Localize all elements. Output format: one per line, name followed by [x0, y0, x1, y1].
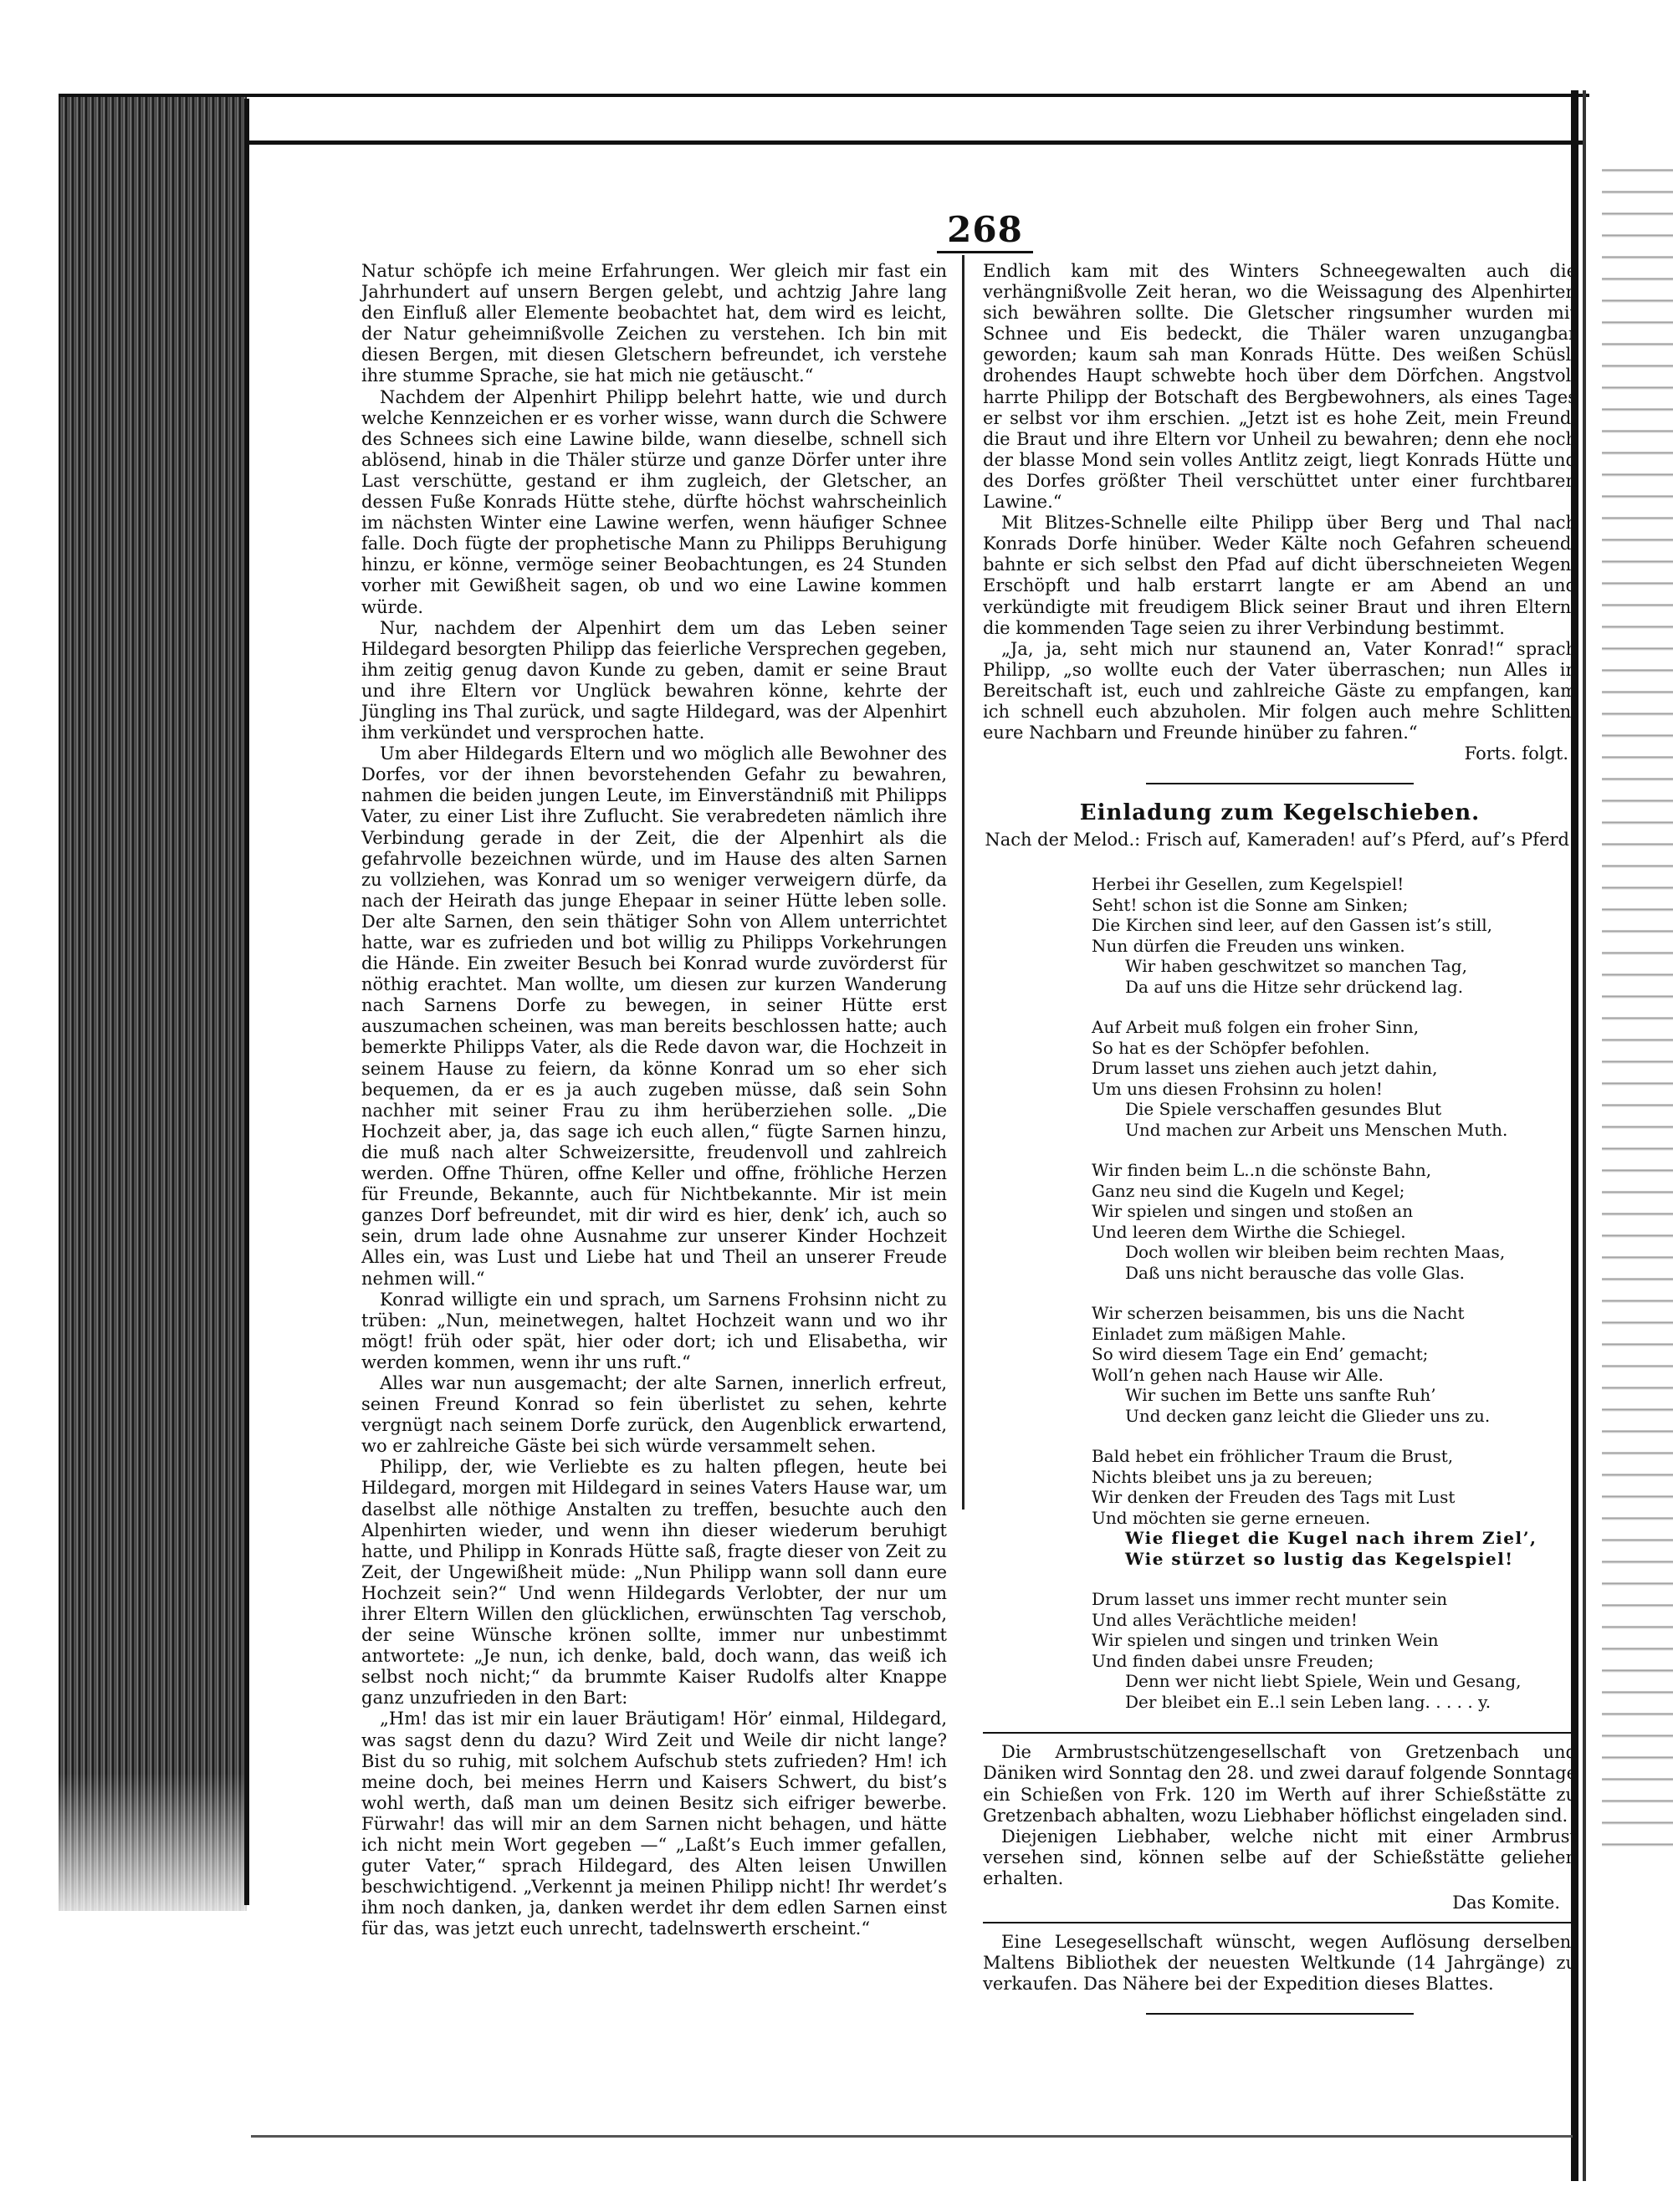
notice-paragraph: Eine Lesegesellschaft wünscht, wegen Auflösung derselben, Maltens Bibliothek der neuesten Weltkunde (14 Jahrgänge) zu verkaufen. Das Nähere bei der Expedition dieses Blattes. — [983, 1932, 1577, 1995]
section-rule — [1146, 783, 1414, 784]
poem-stanza — [1092, 874, 1577, 997]
poem-line: Bald hebet ein fröhlicher Traum die Brust, — [1092, 1446, 1454, 1467]
book-edge — [59, 96, 247, 1911]
page-number: 268 — [937, 209, 1033, 253]
poem-line: Um uns diesen Frohsinn zu holen! — [1092, 1078, 1383, 1099]
poem-line: Auf Arbeit muß folgen ein froher Sinn, — [1092, 1017, 1420, 1038]
poem-stanza — [1092, 1303, 1577, 1426]
poem-line: Wir spielen und singen und trinken Wein — [1092, 1630, 1439, 1651]
adjacent-page-edge — [1602, 151, 1673, 1865]
poem-line: Und möchten sie gerne erneuen. — [1092, 1507, 1371, 1528]
story-paragraph: Philipp, der, wie Verliebte es zu halten pflegen, heute bei Hildegard, morgen mit Hildegard in seines Vaters Hause war, um daselbst alle nöthige Anstalten zu treffen, besuchte auch den Alpenhirten wieder, und wenn ihn dieser wiederum beruhigt hatte, und Philipp in Konrads Hütte saß, fragte dieser von Zeit zu Zeit, der Ungewißheit müde: „Nun Philipp wann soll dann eure Hochzeit sein?“ Und wenn Hildegards Verlobter, der nur um ihrer Eltern Willen den glücklichen, erwünschten Tag verschob, der seine Wünsche krönen sollte, immer nur unbestimmt antwortete: „Je nun, ich denke, bald, doch wann, das weiß ich selbst noch nicht;“ da brummte Kaiser Rudolfs alter Knappe ganz unzufrieden in den Bart: — [361, 1457, 947, 1709]
page-spine — [244, 99, 249, 1905]
story-paragraph: Endlich kam mit des Winters Schneegewalten auch die verhängnißvolle Zeit heran, wo die Weissagung des Alpenhirten sich bewähren sollte. Die Gletscher ringsumher wurden mit Schnee und Eis bedeckt, die Thäler waren unzugangbar geworden; kaum sah man Konrads Hütte. Des weißen Schüsli drohendes Haupt schwebte hoch über dem Dörfchen. Angstvoll harrte Philipp der Botschaft des Bergbewohners, als eines Tages er selbst vor ihm erschien. „Jetzt ist es hohe Zeit, mein Freund, die Braut und ihre Eltern vor Unheil zu bewahren; denn ehe noch der blasse Mond sein volles Antlitz zeigt, liegt Konrads Hütte und des Dorfes größter Theil verschüttet unter einer furchtbaren Lawine.“ — [983, 261, 1577, 513]
poem-line: Herbei ihr Gesellen, zum Kegelspiel! — [1092, 874, 1404, 895]
poem-line: Woll’n gehen nach Hause wir Alle. — [1092, 1364, 1384, 1385]
poem-melody: Nach der Melod.: Frisch auf, Kameraden! auf’s Pferd, auf’s Pferd. — [985, 830, 1575, 851]
section-rule — [983, 1922, 1577, 1923]
poem-stanza — [1092, 1017, 1577, 1140]
story-paragraph: Um aber Hildegards Eltern und wo möglich alle Bewohner des Dorfes, vor der ihnen bevorstehenden Gefahr zu bewahren, nahmen die beiden jungen Leute, im Einverständniß mit Philipps Vater, zu einer List ihre Zuflucht. Sie verabredeten nämlich ihre Verbindung gerade in der Zeit, die der Alpenhirt als die gefahrvolle bezeichnen würde, und im Hause des alten Sarnen zu vollziehen, was Konrad um so weniger verweigern dürfe, da nach der Heirath das junge Ehepaar in seiner Hütte leben solle. Der alte Sarnen, den sein thätiger Sohn von Allem unterrichtet hatte, war es zufrieden und bot willig zu Philipps Vorkehrungen die Hände. Ein zweiter Besuch bei Konrad wurde zuvörderst für nöthig erachtet. Man wollte, um diesen zur kurzen Wanderung nach Sarnens Dorfe zu bewegen, in seiner Hütte erst auszumachen scheinen, was man bereits beschlossen hatte; auch bemerkte Philipps Vater, als die Rede davon war, die Hochzeit in seinem Hause zu feiern, da könne Konrad um so eher sich bequemen, da er es ja auch zugeben müsse, daß sein Sohn nachher mit seiner Frau zu ihm herüberziehen solle. „Die Hochzeit aber, ja, das sage ich euch allen,“ fügte Sarnen hinzu, die muß nach alter Schweizersitte, freudenvoll und zahlreich werden. Offne Thüren, offne Keller und offne, fröhliche Herzen für Freunde, Bekannte, auch für Nichtbekannte. Mir ist mein ganzes Dorf befreundet, mit dir wird es hier, denk’ ich, auch so sein, drum lade ohne Ausnahme zur unserer Kinder Hochzeit Alles ein, was Lust und Liebe hat und Theil an unserer Freude nehmen will.“ — [361, 743, 947, 1289]
poem-line: Wir spielen und singen und stoßen an — [1092, 1201, 1414, 1222]
book-edge-fade — [59, 1773, 247, 1915]
poem-line: Drum lasset uns immer recht munter sein — [1092, 1589, 1448, 1610]
poem-line: Wie stürzet so lustig das Kegelspiel! — [1125, 1548, 1514, 1569]
poem-line: Wir denken der Freuden des Tags mit Lust — [1092, 1487, 1456, 1508]
section-rule — [1146, 2013, 1414, 2015]
poem-line: So wird diesem Tage ein End’ gemacht; — [1092, 1344, 1429, 1365]
poem-line: Und alles Verächtliche meiden! — [1092, 1609, 1358, 1630]
poem-line: Nichts bleibet uns ja zu bereuen; — [1092, 1466, 1374, 1487]
poem-line: Wir suchen im Bette uns sanfte Ruh’ — [1125, 1385, 1436, 1406]
poem-line: Wir haben geschwitzet so manchen Tag, — [1125, 956, 1467, 977]
poem-stanza — [1092, 1446, 1577, 1569]
poem-line: Wie flieget die Kugel nach ihrem Ziel’, — [1125, 1528, 1537, 1549]
poem-line: Die Spiele verschaffen gesundes Blut — [1125, 1099, 1442, 1120]
story-paragraph: Alles war nun ausgemacht; der alte Sarnen, innerlich erfreut, seinen Freund Konrad so fein überlistet zu sehen, kehrte vergnügt nach seinem Dorfe zurück, den Augenblick erwartend, wo er zahlreiche Gäste bei sich würde versammelt sehen. — [361, 1372, 947, 1457]
story-paragraph: Natur schöpfe ich meine Erfahrungen. Wer gleich mir fast ein Jahrhundert auf unsern Bergen gelebt, und achtzig Jahre lang den Einfluß aller Elemente beobachtet hat, dem wird es leicht, der Natur geheimnißvolle Zeichen zu verstehen. Ich bin mit diesen Bergen, mit diesen Gletschern befreundet, ich verstehe ihre stumme Sprache, sie hat mich nie getäuscht.“ — [361, 261, 947, 386]
poem-line: Daß uns nicht berausche das volle Glas. — [1125, 1262, 1465, 1283]
poem-line: Und finden dabei unsre Freuden; — [1092, 1650, 1374, 1671]
top-rule — [247, 140, 1585, 145]
poem-line: Und leeren dem Wirthe die Schiegel. — [1092, 1221, 1406, 1242]
poem-line: Da auf uns die Hitze sehr drückend lag. — [1125, 976, 1464, 997]
story-paragraph: Mit Blitzes-Schnelle eilte Philipp über Berg und Thal nach Konrads Dorfe hinüber. Weder Kälte noch Gefahren scheuend, bahnte er sich selbst den Pfad auf dicht überschneieten Wegen. Erschöpft und halb erstarrt langte er am Abend an und verkündigte mit freudigem Blick seiner Braut und ihren Eltern, die kommenden Tage seien zu ihrer Verbindung bestimmt. — [983, 513, 1577, 638]
poem-line: Drum lasset uns ziehen auch jetzt dahin, — [1092, 1058, 1438, 1079]
notice-library — [983, 1932, 1577, 1995]
poem-stanza — [1092, 1589, 1577, 1712]
left-column — [361, 261, 947, 1940]
poem-line: Einladet zum mäßigen Mahle. — [1092, 1323, 1347, 1344]
section-rule — [983, 1732, 1577, 1734]
poem-line: Doch wollen wir bleiben beim rechten Maas, — [1125, 1242, 1506, 1263]
notice-paragraph: Diejenigen Liebhaber, welche nicht mit einer Armbrust versehen sind, können selbe auf der Schießstätte geliehen erhalten. — [983, 1826, 1577, 1888]
poem-line: Wir scherzen beisammen, bis uns die Nacht — [1092, 1303, 1465, 1324]
poem-line: Die Kirchen sind leer, auf den Gassen ist’s still, — [1092, 915, 1492, 936]
continued-note: Forts. folgt. — [1464, 743, 1568, 764]
poem-stanza — [1092, 1160, 1577, 1283]
notice-paragraph: Die Armbrustschützengesellschaft von Gretzenbach und Däniken wird Sonntag den 28. und zwei darauf folgende Sonntage ein Schießen von Frk. 120 im Werth auf ihrer Schießstätte zu Gretzenbach abhalten, wozu Liebhaber höflichst eingeladen sind. — [983, 1742, 1577, 1826]
poem-line: Seht! schon ist die Sonne am Sinken; — [1092, 894, 1409, 915]
story-paragraph: „Hm! das ist mir ein lauer Bräutigam! Hör’ einmal, Hildegard, was sagst denn du dazu? Wird Zeit und Weile dir nicht lange? Bist du so ruhig, mit solchem Aufschub stets zufrieden? Hm! ich meine doch, bei meines Herrn und Kaisers Schwert, du bist’s wohl werth, daß man um deinen Besitz sich eifriger bewerbe. Fürwahr! das will mir an dem Sarnen nicht behagen, und hätte ich nicht mein Wort gegeben —“ „Laßt’s Euch immer gefallen, guter Vater,“ sprach Hildegard, des Alten leisen Unwillen beschwichtigend. „Verkennt ja meinen Philipp nicht! Ihr werdet’s ihm noch danken, ja, danken werdet ihr dem edlen Sarnen einst für das, was jetzt euch unrecht, tadelnswerth erscheint.“ — [361, 1709, 947, 1939]
column-divider — [962, 255, 964, 1510]
notice-shooting — [983, 1742, 1577, 1913]
poem-line: Wir finden beim L..n die schönste Bahn, — [1092, 1160, 1432, 1181]
story-paragraph: Konrad willigte ein und sprach, um Sarnens Frohsinn nicht zu trüben: „Nun, meinetwegen, haltet Hochzeit wann und wo ihr mögt! früh oder spät, hier oder dort; ich und Elisabetha, wir werden kommen, wenn ihr uns ruft.“ — [361, 1289, 947, 1372]
poem-line: Und machen zur Arbeit uns Menschen Muth. — [1125, 1119, 1508, 1140]
poem-line: So hat es der Schöpfer befohlen. — [1092, 1037, 1370, 1058]
poem-line: Nun dürfen die Freuden uns winken. — [1092, 935, 1405, 956]
poem-line: Ganz neu sind die Kugeln und Kegel; — [1092, 1180, 1405, 1201]
story-paragraph: „Ja, ja, seht mich nur staunend an, Vater Konrad!“ sprach Philipp, „so wollte euch der Vater überraschen; nun Alles in Bereitschaft ist, euch und zahlreiche Gäste zu empfangen, kam ich schnell euch abzuholen. Mir folgen auch mehre Schlitten, eure Nachbarn und Freunde hinüber zu fahren.“ — [983, 638, 1577, 743]
poem-line: Und decken ganz leicht die Glieder uns zu. — [1125, 1405, 1491, 1426]
poem-line: Der bleibet ein E..l sein Leben lang. . . . . y. — [1125, 1691, 1491, 1712]
right-column — [983, 261, 1577, 2030]
poem-title: Einladung zum Kegelschieben. — [1079, 800, 1481, 826]
poem — [1092, 874, 1577, 1712]
top-frame — [59, 94, 1589, 97]
notice-signature: Das Komite. — [1452, 1893, 1560, 1913]
poem-line: Denn wer nicht liebt Spiele, Wein und Gesang, — [1125, 1671, 1522, 1692]
right-frame-inner — [1583, 90, 1586, 2181]
story-paragraph: Nur, nachdem der Alpenhirt dem um das Leben seiner Hildegard besorgten Philipp das feierliche Versprechen gegeben, ihm zeitig genug davon Kunde zu geben, damit er seine Braut und ihre Eltern vor Unglück bewahren könne, kehrte der Jüngling ins Thal zurück, und sagte Hildegard, was der Alpenhirt ihm verkündet und versprochen hatte. — [361, 617, 947, 743]
bottom-frame — [251, 2135, 1573, 2138]
story-paragraph: Nachdem der Alpenhirt Philipp belehrt hatte, wie und durch welche Kennzeichen er es vorher wisse, wann durch die Schwere des Schnees sich eine Lawine bilde, wann dieselbe, schnell sich ablösend, hinab in die Thäler stürze und ganze Dörfer unter ihre Last verschütte, gestand er ihm zugleich, der Gletscher, an dessen Fuße Konrads Hütte stehe, dürfte höchst wahrscheinlich im nächsten Winter eine Lawine werfen, wenn häufiger Schnee falle. Doch fügte der prophetische Mann zu Philipps Beruhigung hinzu, er könne, vermöge seiner Beobachtungen, es 24 Stunden vorher mit Gewißheit sagen, ob und wo eine Lawine kommen würde. — [361, 386, 947, 617]
